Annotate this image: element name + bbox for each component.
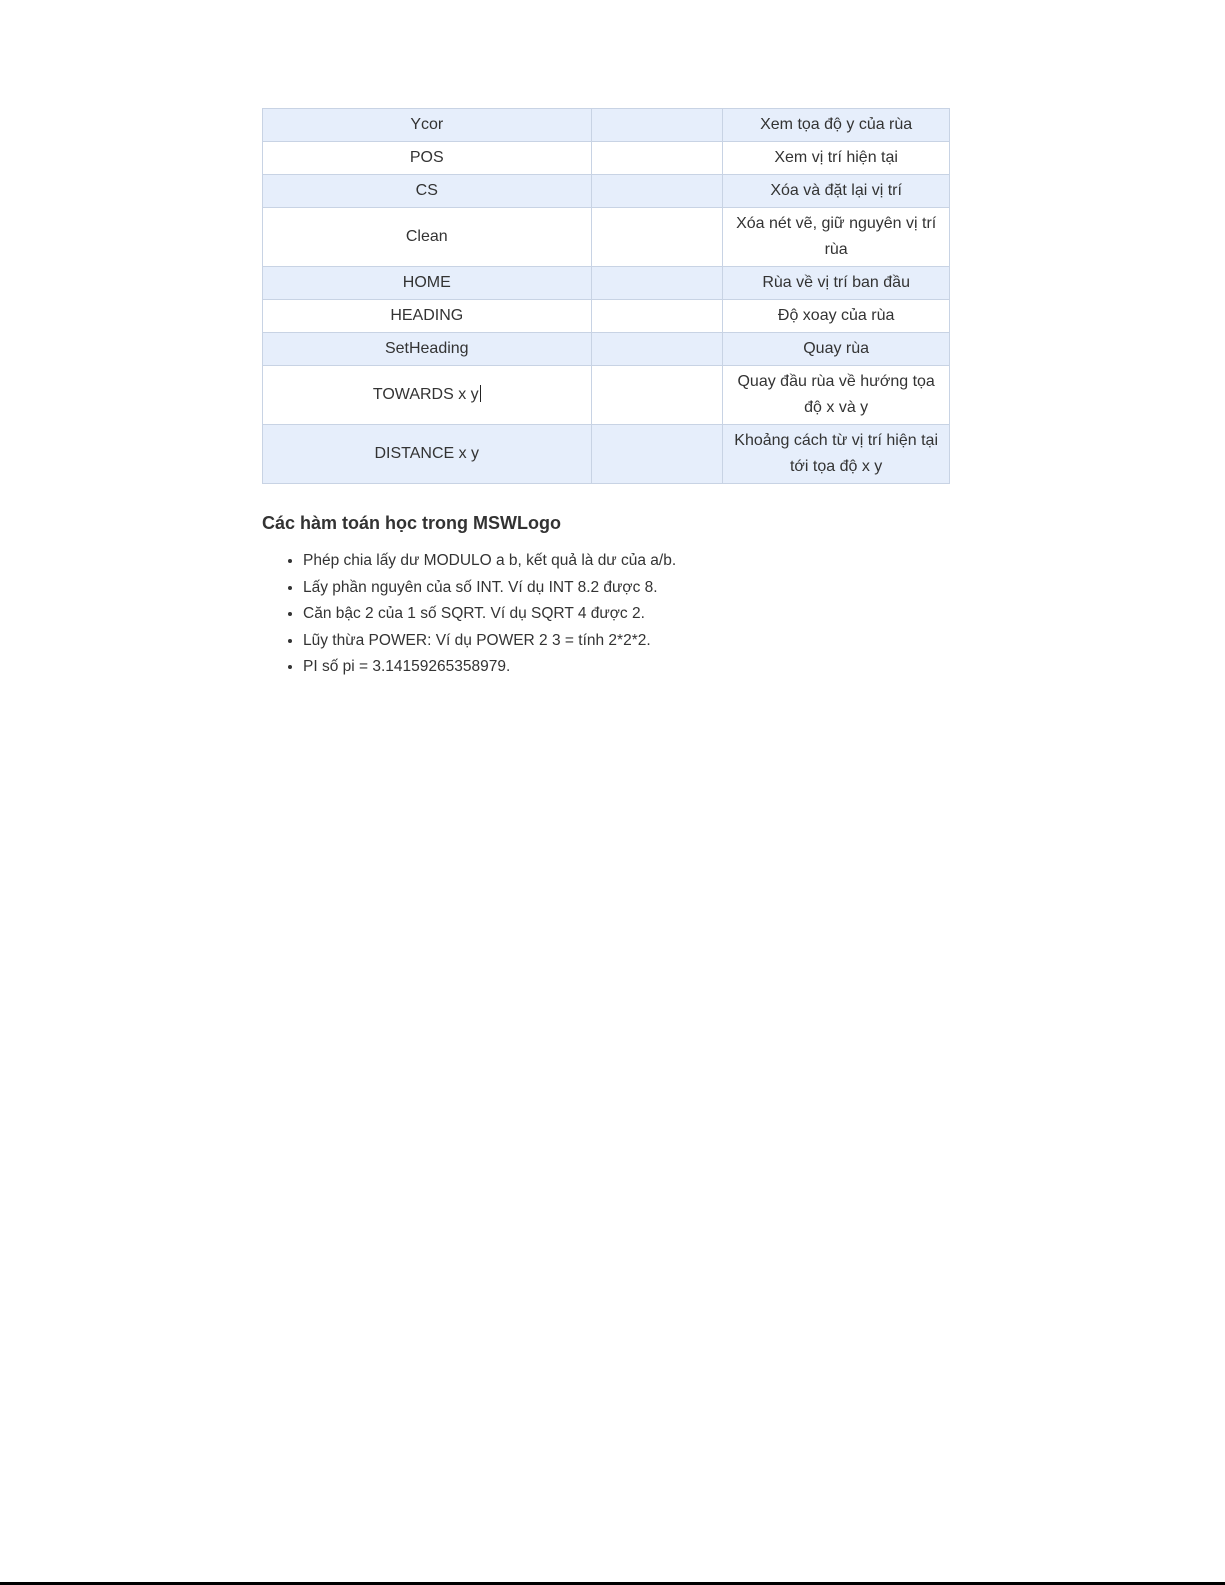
- description-cell: Quay rùa: [723, 333, 950, 366]
- text-cursor: [480, 385, 481, 402]
- command-cell: DISTANCE x y: [263, 425, 592, 484]
- description-cell: Độ xoay của rùa: [723, 300, 950, 333]
- list-item: • PI số pi = 3.14159265358979.: [303, 654, 943, 681]
- command-cell: Ycor: [263, 109, 592, 142]
- empty-cell: [591, 300, 723, 333]
- command-cell: HEADING: [263, 300, 592, 333]
- table-row: [263, 267, 950, 300]
- list-item: • Phép chia lấy dư MODULO a b, kết quả là dư của a/b.: [303, 548, 943, 575]
- table-row: [263, 300, 950, 333]
- command-cell: POS: [263, 142, 592, 175]
- command-cell-editing[interactable]: [263, 366, 592, 425]
- section-heading: Các hàm toán học trong MSWLogo: [262, 513, 561, 533]
- command-text: TOWARDS x y: [372, 386, 479, 403]
- empty-cell: [591, 366, 723, 425]
- description-cell: Xem vị trí hiện tại: [723, 142, 950, 175]
- table-row: [263, 109, 950, 142]
- description-cell: Quay đầu rùa về hướng tọa độ x và y: [723, 366, 950, 425]
- command-cell: CS: [263, 175, 592, 208]
- empty-cell: [591, 175, 723, 208]
- list-item: • Lũy thừa POWER: Ví dụ POWER 2 3 = tính 2*2*2.: [303, 628, 943, 655]
- list-item: • Căn bậc 2 của 1 số SQRT. Ví dụ SQRT 4 được 2.: [303, 601, 943, 628]
- table-row: [263, 142, 950, 175]
- description-cell: Khoảng cách từ vị trí hiện tại tới tọa độ x y: [723, 425, 950, 484]
- empty-cell: [591, 425, 723, 484]
- table-row: [263, 333, 950, 366]
- command-cell: SetHeading: [263, 333, 592, 366]
- empty-cell: [591, 267, 723, 300]
- list-item: • Lấy phần nguyên của số INT. Ví dụ INT 8.2 được 8.: [303, 575, 943, 602]
- table-row: [263, 366, 950, 425]
- empty-cell: [591, 142, 723, 175]
- math-functions-list: [262, 548, 943, 681]
- table-row: [263, 175, 950, 208]
- empty-cell: [591, 208, 723, 267]
- description-cell: Xóa nét vẽ, giữ nguyên vị trí rùa: [723, 208, 950, 267]
- command-table: [262, 108, 950, 484]
- command-cell: Clean: [263, 208, 592, 267]
- empty-cell: [591, 109, 723, 142]
- command-cell: HOME: [263, 267, 592, 300]
- table-row: [263, 425, 950, 484]
- empty-cell: [591, 333, 723, 366]
- description-cell: Rùa về vị trí ban đầu: [723, 267, 950, 300]
- description-cell: Xóa và đặt lại vị trí: [723, 175, 950, 208]
- description-cell: Xem tọa độ y của rùa: [723, 109, 950, 142]
- table-row: [263, 208, 950, 267]
